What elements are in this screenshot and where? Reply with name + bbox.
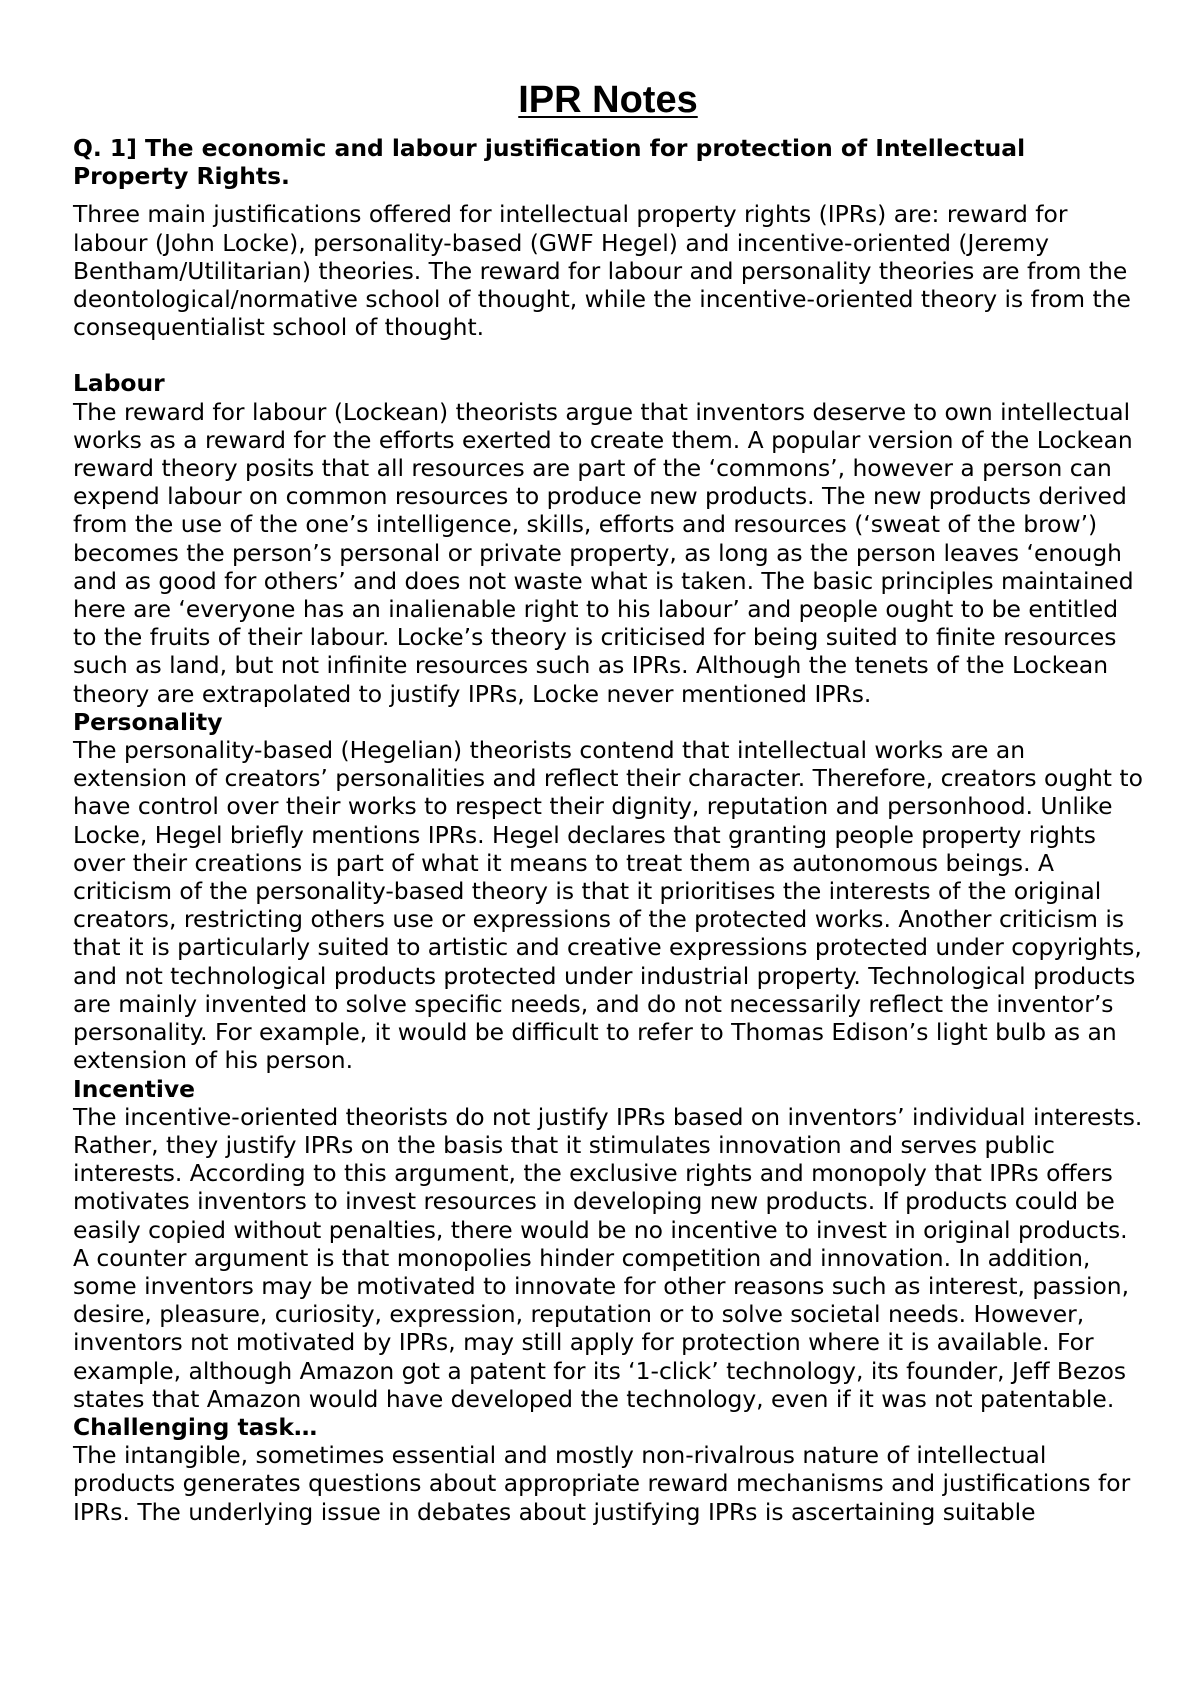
section-labour bbox=[73, 369, 1143, 707]
section-body-personality: The personality-based (Hegelian) theorists contend that intellectual works are an extension of creators’ personalities and reflect their character. Therefore, creators ought to have control over their works to respect their dignity, reputation and personhood. Unlike Locke, Hegel briefly mentions IPRs. Hegel declares that granting people property rights over their creations is part of what it means to treat them as autonomous beings. A criticism of the personality-based theory is that it prioritises the interests of the original creators, restricting others use or expressions of the protected works. Another criticism is that it is particularly suited to artistic and creative expressions protected under copyrights, and not technological products protected under industrial property. Technological products are mainly invented to solve specific needs, and do not necessarily reflect the inventor’s personality. For example, it would be difficult to refer to Thomas Edison’s light bulb as an extension of his person. bbox=[73, 736, 1143, 1075]
section-challenging-task bbox=[73, 1413, 1143, 1526]
section-body-challenging-task: The intangible, sometimes essential and mostly non-rivalrous nature of intellectual products generates questions about appropriate reward mechanisms and justifications for IPRs. The underlying issue in debates about justifying IPRs is ascertaining suitable bbox=[73, 1441, 1131, 1526]
section-heading-personality: Personality bbox=[73, 707, 223, 736]
section-heading-incentive: Incentive bbox=[73, 1074, 196, 1103]
question-heading: Q. 1] The economic and labour justification for protection of Intellectual Property Rights. bbox=[73, 134, 1026, 191]
document-page bbox=[73, 78, 1143, 1526]
section-body-incentive: The incentive-oriented theorists do not justify IPRs based on inventors’ individual interests. Rather, they justify IPRs on the basis that it stimulates innovation and serves public interests. According to this argument, the exclusive rights and monopoly that IPRs offers motivates inventors to invest resources in developing new products. If products could be easily copied without penalties, there would be no incentive to invest in original products. A counter argument is that monopolies hinder competition and innovation. In addition, some inventors may be motivated to innovate for other reasons such as interest, passion, desire, pleasure, curiosity, expression, reputation or to solve societal needs. However, inventors not motivated by IPRs, may still apply for protection where it is available. For example, although Amazon got a patent for its ‘1-click’ technology, its founder, Jeff Bezos states that Amazon would have developed the technology, even if it was not patentable. bbox=[73, 1102, 1143, 1413]
section-incentive bbox=[73, 1075, 1143, 1413]
section-heading-labour: Labour bbox=[73, 369, 165, 398]
section-body-labour: The reward for labour (Lockean) theorists argue that inventors deserve to own intellectual works as a reward for the efforts exerted to create them. A popular version of the Lockean reward theory posits that all resources are part of the ‘commons’, however a person can expend labour on common resources to produce new products. The new products derived from the use of the one’s intelligence, skills, efforts and resources (‘sweat of the brow’) becomes the person’s personal or private property, as long as the person leaves ‘enough and as good for others’ and does not waste what is taken. The basic principles maintained here are ‘everyone has an inalienable right to his labour’ and people ought to be entitled to the fruits of their labour. Locke’s theory is criticised for being suited to finite resources such as land, but not infinite resources such as IPRs. Although the tenets of the Lockean theory are extrapolated to justify IPRs, Locke never mentioned IPRs. bbox=[73, 397, 1134, 708]
section-personality bbox=[73, 708, 1143, 1075]
page-title: IPR Notes bbox=[518, 79, 698, 121]
section-heading-challenging-task: Challenging task… bbox=[73, 1412, 318, 1441]
intro-paragraph: Three main justifications offered for intellectual property rights (IPRs) are: reward for labour (John Locke), personality-based (GWF Hegel) and incentive-oriented (Jeremy Bentham/Utilitarian) theories. The reward for labour and personality theories are from the deontological/normative school of thought, while the incentive-oriented theory is from the consequentialist school of thought. bbox=[73, 200, 1131, 342]
